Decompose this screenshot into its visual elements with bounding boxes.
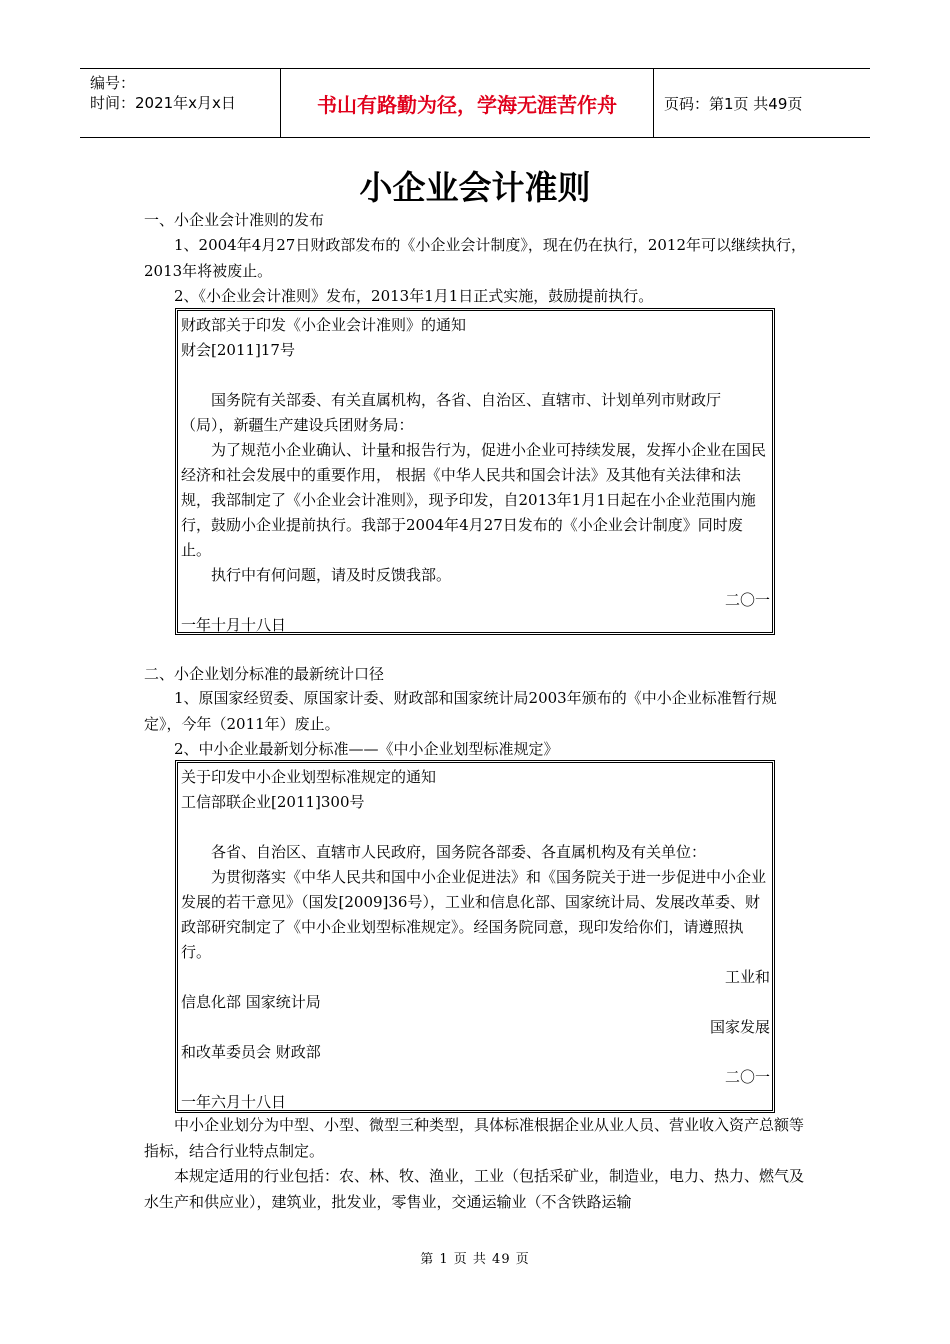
- header-meta: [80, 69, 281, 137]
- notice1-date-part2: 一年十月十八日: [181, 616, 287, 634]
- section2-item2: 2、中小企业最新划分标准——《中小企业划型标准规定》: [174, 740, 559, 758]
- paragraph-industries: 本规定适用的行业包括：农、林、牧、渔业，工业（包括采矿业，制造业，电力、热力、燃气及水生产和供应业），建筑业，批发业，零售业，交通运输业（不含铁路运输: [144, 1167, 805, 1211]
- notice2-date-part2: 一年六月十八日: [181, 1093, 287, 1111]
- section2-item1: 1、原国家经贸委、原国家计委、财政部和国家统计局2003年颁布的《中小企业标准暂行规定》，今年（2011年）废止。: [144, 689, 777, 733]
- section1-item1: 1、2004年4月27日财政部发布的《小企业会计制度》，现在仍在执行，2012年可以继续执行，2013年将被废止。: [144, 236, 807, 280]
- number-label: 编号：: [90, 74, 136, 92]
- notice1-box: [175, 308, 775, 635]
- notice1-doc-no: 财会[2011]17号: [181, 341, 295, 359]
- notice2-signature1b: 信息化部 国家统计局: [181, 993, 321, 1011]
- notice2-signature2b: 和改革委员会 财政部: [181, 1043, 321, 1061]
- notice1-addressee: 国务院有关部委、有关直属机构，各省、自治区、直辖市、计划单列市财政厅（局），新疆生产建设兵团财务局：: [181, 391, 722, 434]
- notice1-title: 财政部关于印发《小企业会计准则》的通知: [181, 316, 467, 334]
- notice1-body: 为了规范小企业确认、计量和报告行为，促进小企业可持续发展，发挥小企业在国民经济和社会发展中的重要作用， 根据《中华人民共和国会计法》及其他有关法律和法规，我部制定了《小企业会计准则》，现予印发，自2013年1月1日起在小企业范围内施行，鼓励小企业提前执行。我部于2004年4月27日发布的《小企业会计制度》同时废止。: [181, 441, 767, 559]
- notice2-box: [175, 760, 775, 1113]
- notice2-doc-no: 工信部联企业[2011]300号: [181, 793, 365, 811]
- notice1-closing: 执行中有何问题，请及时反馈我部。: [211, 566, 452, 584]
- notice2-title: 关于印发中小企业划型标准规定的通知: [181, 768, 437, 786]
- motto-text: 书山有路勤为径，学海无涯苦作舟: [317, 92, 617, 117]
- notice2-signature1a: 工业和: [724, 968, 770, 986]
- notice2-date-part1: 二〇一: [724, 1068, 770, 1086]
- header-motto: [281, 69, 654, 137]
- notice2-addressee: 各省、自治区、直辖市人民政府，国务院各部委、各直属机构及有关单位：: [211, 843, 707, 861]
- document-title: 小企业会计准则: [359, 168, 591, 207]
- header-page-info: 页码：第1页 共49页: [664, 94, 803, 113]
- notice2-signature2a: 国家发展: [709, 1018, 770, 1036]
- page-header: [80, 68, 870, 138]
- section1-heading: 一、小企业会计准则的发布: [144, 211, 325, 229]
- time-label: 时间：2021年x月x日: [90, 94, 236, 112]
- notice2-body: 为贯彻落实《中华人民共和国中小企业促进法》和《国务院关于进一步促进中小企业发展的若干意见》（国发[2009]36号），工业和信息化部、国家统计局、发展改革委、财政部研究制定了《中小企业划型标准规定》。经国务院同意，现印发给你们，请遵照执行。: [181, 868, 767, 961]
- section2-heading: 二、小企业划分标准的最新统计口径: [144, 665, 385, 683]
- page-footer: 第 1 页 共 49 页: [420, 1252, 530, 1267]
- section1-item2: 2、《小企业会计准则》发布，2013年1月1日正式实施，鼓励提前执行。: [174, 287, 654, 305]
- notice1-date-part1: 二〇一: [724, 591, 770, 609]
- paragraph-classification: 中小企业划分为中型、小型、微型三种类型，具体标准根据企业从业人员、营业收入资产总额等指标，结合行业特点制定。: [144, 1116, 805, 1160]
